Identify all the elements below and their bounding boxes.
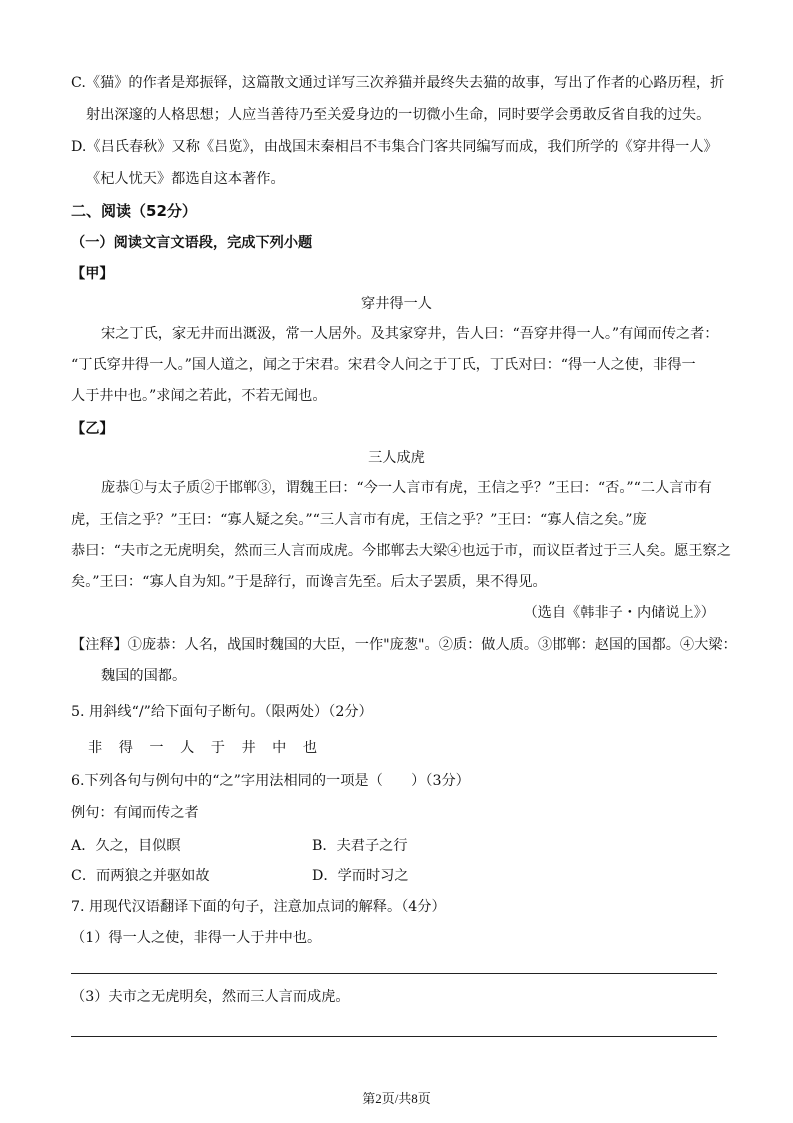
passage-jia-line: 人于井中也。”求闻之若此，不若无闻也。 [71, 388, 327, 404]
passage-yi-label: 【乙】 [71, 421, 114, 437]
question6-option-d: D．学而时习之 [312, 868, 409, 884]
question5-prompt: 5. 用斜线“/”给下面句子断句。（限两处）（2分） [71, 704, 373, 720]
passage-yi-line: 矣。”王曰：“寡人自为知。”于是辞行，而谗言先至。后太子罢质，果不得见。 [71, 574, 547, 590]
option-d-line1: D.《吕氏春秋》又称《吕览》，由战国末秦相吕不韦集合门客共同编写而成，我们所学的《穿井得一人》 [71, 139, 718, 155]
question7-item1: （1）得一人之使，非得一人于井中也。 [71, 930, 322, 946]
passage-yi-line: 恭曰：“夫市之无虎明矣，然而三人言而成虎。今邯郸去大梁④也远于市，而议臣者过于三人矣。愿王察之 [71, 543, 731, 559]
question7-item3: （3）夫市之无虎明矣，然而三人言而成虎。 [71, 989, 350, 1005]
passage-jia-label: 【甲】 [71, 266, 114, 282]
question5-sentence: 非得一人于井中也 [88, 740, 334, 756]
question6-option-c: C．而两狼之并驱如故 [71, 868, 210, 884]
answer-line-2 [71, 1036, 717, 1037]
question6-option-b: B．夫君子之行 [312, 838, 408, 854]
page-number: 第2页/共8页 [362, 1091, 431, 1106]
passage-jia-line: 宋之丁氏，家无井而出溉汲，常一人居外。及其家穿井，告人曰：“吾穿井得一人。”有闻而传之者： [101, 326, 719, 342]
option-c-line1: C.《猫》的作者是郑振铎，这篇散文通过详写三次养猫并最终失去猫的故事，写出了作者的心路历程，折 [71, 75, 725, 91]
passage-yi-source: （选自《韩非子・内储说上》） [523, 605, 715, 621]
passage-jia-line: “丁氏穿井得一人。”国人道之，闻之于宋君。宋君令人问之于丁氏，丁氏对曰：“得一人之使，非得一 [71, 357, 696, 373]
passage-jia-title: 穿井得一人 [361, 296, 432, 312]
question6-example: 例句：有闻而传之者 [71, 805, 199, 821]
section-two-heading: 二、阅读（52分） [71, 202, 197, 220]
answer-line-1 [71, 973, 717, 974]
question6-prompt: 6.下列各句与例句中的“之”字用法相同的一项是（ ）（3分） [71, 773, 470, 789]
option-d-line2: 《杞人忧天》都选自这本著作。 [86, 171, 285, 187]
part-one-heading: （一）阅读文言文语段，完成下列小题 [71, 235, 313, 251]
question6-option-a: A．久之，目似瞑 [71, 838, 181, 854]
passage-yi-line: 庞恭①与太子质②于邯郸③，谓魏王曰：“今一人言市有虎，王信之乎？”王曰：“否。”“二人言市有 [101, 480, 712, 496]
passage-yi-line: 虎，王信之乎？”王曰：“寡人疑之矣。”“三人言市有虎，王信之乎？”王曰：“寡人信之矣。”庞 [71, 512, 647, 528]
notes-line2: 魏国的国都。 [101, 668, 187, 684]
option-c-line2: 射出深邃的人格思想；人应当善待乃至关爱身边的一切微小生命，同时要学会勇敢反省自我的过失。 [86, 107, 711, 123]
question7-prompt: 7. 用现代汉语翻译下面的句子，注意加点词的解释。（4分） [71, 899, 446, 915]
passage-yi-title: 三人成虎 [368, 450, 425, 466]
notes-line1: 【注释】①庞恭：人名，战国时魏国的大臣，一作"庞葱"。②质：做人质。③邯郸：赵国的国都。④大梁： [71, 637, 737, 653]
